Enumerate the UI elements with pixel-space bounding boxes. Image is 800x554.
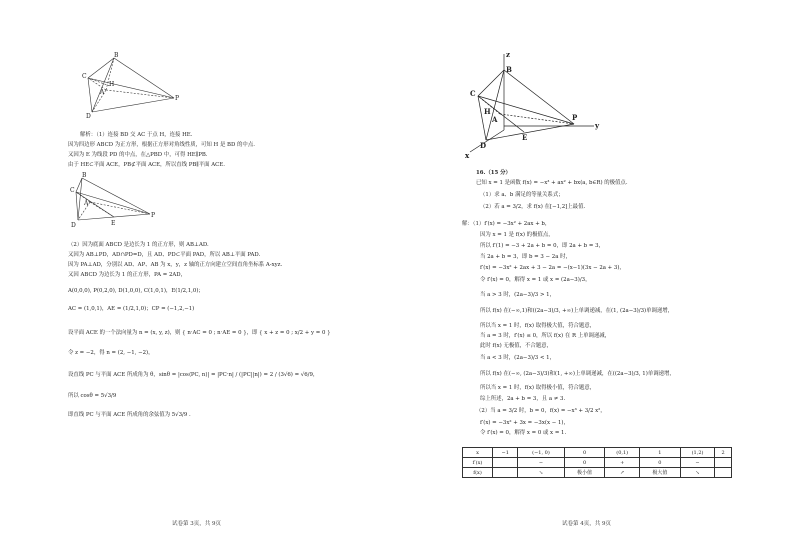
table-cell: ↘ bbox=[680, 468, 714, 478]
solution-line: 所以当 x = 1 时，f(x) 取得极小值，符合题意， bbox=[480, 385, 596, 391]
solution-1-line: 因为四边形 ABCD 为正方形，根据正方形对角线性质，可知 H 是 BD 的中点. bbox=[68, 142, 255, 148]
fig1-label: H bbox=[109, 81, 115, 88]
table-cell: −1 bbox=[493, 448, 518, 458]
point-coordinates: A(0,0,0), P(0,2,0), D(1,0,0), C(1,0,1)，E(1/2,1,0)； bbox=[68, 288, 204, 294]
fig2-label: A bbox=[84, 200, 89, 207]
fig3-label: z bbox=[506, 50, 510, 59]
fig1-label: C bbox=[82, 73, 87, 80]
coordinate-pyramid-figure bbox=[464, 50, 604, 160]
table-cell bbox=[715, 468, 732, 478]
fig3-label: y bbox=[595, 121, 600, 130]
solution-line: f′(x) = −3x² + 3x = −3x(x − 1)， bbox=[480, 420, 569, 426]
normal-vector-choice: 令 z = −2，得 n = (2, −1, −2)， bbox=[68, 350, 154, 356]
final-conclusion: 即直线 PC 与平面 ACE 所成角的余弦值为 5√3/9 . bbox=[68, 412, 191, 418]
fig1-label: A bbox=[100, 89, 105, 96]
fig3-label: D bbox=[480, 141, 487, 150]
fig3-label: A bbox=[492, 115, 498, 124]
table-cell: ↗ bbox=[605, 468, 639, 478]
monotonicity-table bbox=[462, 447, 732, 478]
table-cell: 0 bbox=[639, 458, 680, 468]
solution-line: 当 a < 3 时，(2a−3)/3 < 1， bbox=[480, 355, 555, 361]
fig3-label: P bbox=[572, 113, 578, 122]
solution-line: 所以当 x = 1 时，f(x) 取得极大值，符合题意， bbox=[480, 323, 596, 329]
table-row bbox=[463, 468, 732, 478]
solution-line: 当 a = 3 时，f′(x) ≤ 0，所以 f(x) 在 R 上单调递减， bbox=[480, 333, 611, 339]
table-cell: f′(x) bbox=[463, 458, 493, 468]
table-cell bbox=[493, 468, 518, 478]
fig1-label: P bbox=[175, 95, 180, 102]
right-page bbox=[400, 0, 800, 554]
fig1-label: D bbox=[86, 113, 91, 120]
table-cell: 1 bbox=[639, 448, 680, 458]
solution-line: f′(x) = −3x² + 2ax + 3 − 2a = −(x−1)(3x − 2a + 3)， bbox=[480, 265, 625, 271]
table-cell: (1,2) bbox=[680, 448, 714, 458]
solution-line: 综上所述，2a + b = 3，且 a ≠ 3. bbox=[480, 396, 566, 402]
fig2-label: B bbox=[82, 172, 87, 179]
table-cell: f(x) bbox=[463, 468, 493, 478]
pyramid-figure-2 bbox=[68, 172, 178, 234]
solution-line: 令 f′(x) = 0，解得 x = 1 或 x = (2a−3)/3， bbox=[480, 277, 591, 283]
solution-2-line: 又因为 AB⊥PD，AD∩PD=D，且 AD、PD⊂平面 PAD，所以 AB⊥平面 PAD. bbox=[68, 252, 261, 258]
solution-1-line: 由于 HE⊂平面 ACE，PB⊄平面 ACE，所以直线 PB∥平面 ACE. bbox=[68, 162, 225, 168]
fig2-label: C bbox=[70, 187, 75, 194]
table-cell: (−1, 0) bbox=[518, 448, 564, 458]
solution-line: 此时 f(x) 无极值，不合题意， bbox=[480, 343, 552, 349]
table-cell: + bbox=[605, 458, 639, 468]
fig2-label: P bbox=[151, 212, 156, 219]
table-cell: − bbox=[680, 458, 714, 468]
solution-line: 当 a > 3 时，(2a−3)/3 > 1， bbox=[480, 292, 555, 298]
fig3-label: C bbox=[470, 89, 476, 98]
table-cell: x bbox=[463, 448, 493, 458]
fig3-label: B bbox=[506, 65, 512, 74]
fig1-label: B bbox=[114, 52, 119, 59]
normal-vector-system: 设平面 ACE 的一个法向量为 n = (x, y, z)，则 { n·AC = 0 ; n·AE = 0 }，即 { x + z = 0 ; x/2 + y = 0 } bbox=[68, 330, 331, 336]
fig2-label: D bbox=[71, 222, 76, 229]
solution-line: 令 f′(x) = 0，解得 x = 0 或 x = 1. bbox=[480, 430, 567, 436]
table-cell bbox=[715, 458, 732, 468]
table-cell: − bbox=[518, 458, 564, 468]
solution-1-line: 又因为 E 为线段 PD 的中点，在△PBD 中，可得 HE∥PB. bbox=[68, 152, 208, 158]
pyramid-figure-1 bbox=[80, 50, 190, 122]
solution-line: 因为 x = 1 是 f(x) 的极值点， bbox=[480, 232, 554, 238]
solution-line: （2）当 a = 3/2 时，b = 0，f(x) = −x³ + 3/2 x²， bbox=[476, 408, 606, 414]
table-cell: 极大值 bbox=[639, 468, 680, 478]
solution-2-line: 因为 PA⊥AD，分别以 AD、AP、AB 为 x，y，z 轴的正方向建立空间直角坐标系 A-xyz. bbox=[68, 262, 283, 268]
solution-line: 所以 f(x) 在(−∞, (2a−3)/3)和(1, +∞)上单调递减，在((2a−3)/3, 1)单调递增， bbox=[480, 371, 675, 377]
problem-line: 已知 x = 1 是函数 f(x) = −x³ + ax² + bx(a, b∈R) 的极值点. bbox=[476, 180, 628, 186]
solution-line: 所以 f′(1) = −3 + 2a + b = 0，即 2a + b = 3， bbox=[480, 243, 604, 249]
solution-line: 当 2a + b = 3，即 b = 3 − 2a 时， bbox=[480, 254, 571, 260]
table-row bbox=[463, 448, 732, 458]
sine-calculation: 设直线 PC 与平面 ACE 所成角为 θ，sinθ = |cos⟨PC, n⟩| = |PC·n| / (|PC||n|) = 2 / (3√6) = √6/9， bbox=[68, 372, 319, 378]
fig3-label: H bbox=[484, 107, 491, 116]
table-cell: 0 bbox=[564, 448, 605, 458]
problem-line: （1）求 a、b 满足的等量关系式； bbox=[480, 192, 564, 198]
table-cell bbox=[493, 458, 518, 468]
cosine-result: 所以 cosθ = 5√3/9 bbox=[68, 393, 117, 399]
problem-line: （2）若 a = 3/2，求 f(x) 在[−1,2]上最值. bbox=[480, 204, 586, 210]
table-cell: ↘ bbox=[518, 468, 564, 478]
page-footer: 试卷第 3页，共 9页 bbox=[172, 521, 221, 527]
solution-2-line: （2）因为底面 ABCD 是边长为 1 的正方形，则 AB⊥AD. bbox=[68, 242, 209, 248]
solution-1-line: 解析：（1）连接 BD 交 AC 于点 H，连接 HE. bbox=[80, 132, 193, 138]
page-footer: 试卷第 4页，共 9页 bbox=[562, 521, 611, 527]
table-cell: 极小值 bbox=[564, 468, 605, 478]
problem-number: 16.（15 分） bbox=[476, 170, 511, 176]
solution-line: 所以 f(x) 在(−∞,1)和((2a−3)/3, +∞)上单调递减，在(1, (2a−3)/3)单调递增， bbox=[480, 308, 674, 314]
fig3-label: E bbox=[522, 133, 528, 142]
solution-line: 解：（1）f′(x) = −3x² + 2ax + b， bbox=[462, 221, 551, 227]
table-cell: 0 bbox=[564, 458, 605, 468]
vector-coordinates: AC = (1,0,1)，AE = (1/2,1,0)；CP = (−1,2,−1) bbox=[68, 306, 195, 312]
fig2-label: E bbox=[111, 220, 116, 227]
table-row bbox=[463, 458, 732, 468]
table-cell: 2 bbox=[715, 448, 732, 458]
table-cell: (0,1) bbox=[605, 448, 639, 458]
solution-2-line: 又因 ABCD 为边长为 1 的正方形，PA = 2AD， bbox=[68, 272, 186, 278]
fig3-label: x bbox=[465, 151, 470, 160]
